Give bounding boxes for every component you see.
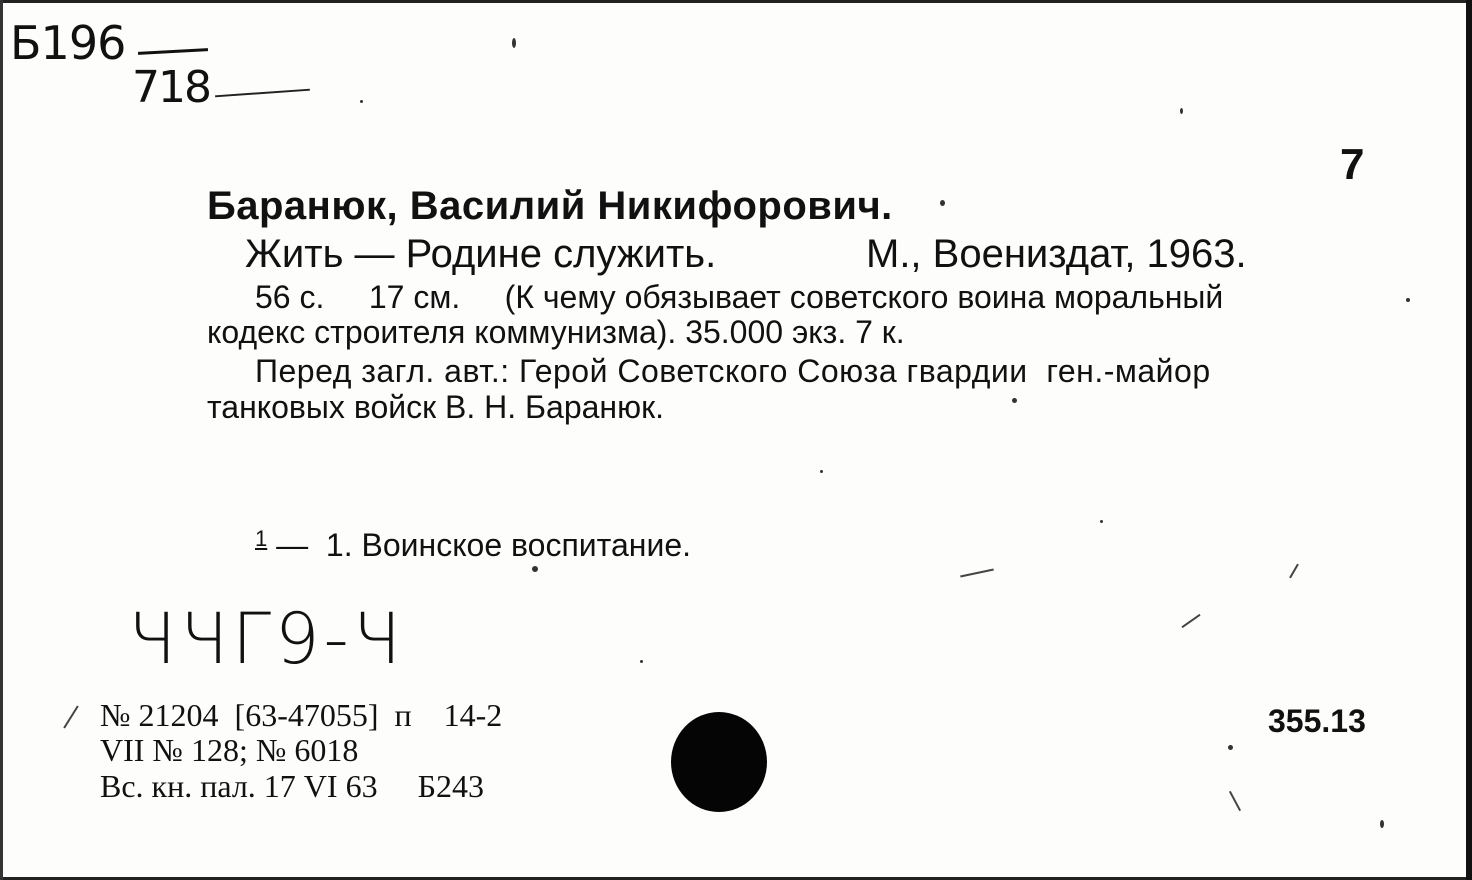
handwritten-call-number: ЧЧГ9-Ч [128,598,405,680]
scan-speck [1228,745,1233,750]
card-top-edge [0,0,1472,3]
scan-speck [820,470,823,473]
scan-scratch [63,705,78,728]
collation-line-2: кодекс строителя коммунизма). 35.000 экз. 7 к. [207,314,905,350]
classification-number: 355.13 [1268,703,1366,739]
scan-speck [940,200,945,206]
shelf-mark-bottom: 718 [132,62,210,113]
scan-speck [1406,298,1410,302]
punch-hole [671,712,767,812]
shelf-mark-fraction-line [138,48,208,55]
shelf-mark-underline [215,89,310,98]
scan-speck [532,566,538,572]
card-number: 7 [1340,140,1365,189]
subject-heading [255,526,691,564]
scan-speck [1380,820,1384,828]
book-title: Жить — Родине служить. [245,232,717,276]
subject-text: 1. Воинское воспитание. [325,527,691,563]
scan-scratch [1181,614,1200,628]
scan-speck [1012,398,1017,403]
scan-scratch [1289,564,1299,579]
scan-speck [512,38,516,48]
catalog-line-3: Вс. кн. пал. 17 VI 63 Б243 [100,768,484,804]
subject-dash: — [276,527,318,563]
scan-speck [1100,520,1103,523]
scan-speck [1180,108,1183,114]
author-heading: Баранюк, Василий Никифорович. [207,184,893,228]
collation-line-1: 56 с. 17 см. (К чему обязывает советского воина моральный [255,279,1224,315]
note-line-1: Перед загл. авт.: Герой Советского Союза гвардии ген.-майор [255,353,1211,389]
imprint: М., Воениздат, 1963. [866,232,1247,276]
scan-scratch [1229,791,1241,811]
card-right-edge [1466,0,1472,880]
shelf-mark-top: Б196 [10,16,126,70]
scan-scratch [960,568,994,577]
scan-speck [640,660,643,663]
catalog-line-1: № 21204 [63-47055] п 14-2 [100,697,503,733]
subject-mark: 1 [255,526,268,551]
catalog-line-2: VII № 128; № 6018 [100,732,359,768]
note-line-2: танковых войск В. Н. Баранюк. [207,389,664,425]
card-left-edge [0,0,3,880]
scan-speck [360,100,363,103]
